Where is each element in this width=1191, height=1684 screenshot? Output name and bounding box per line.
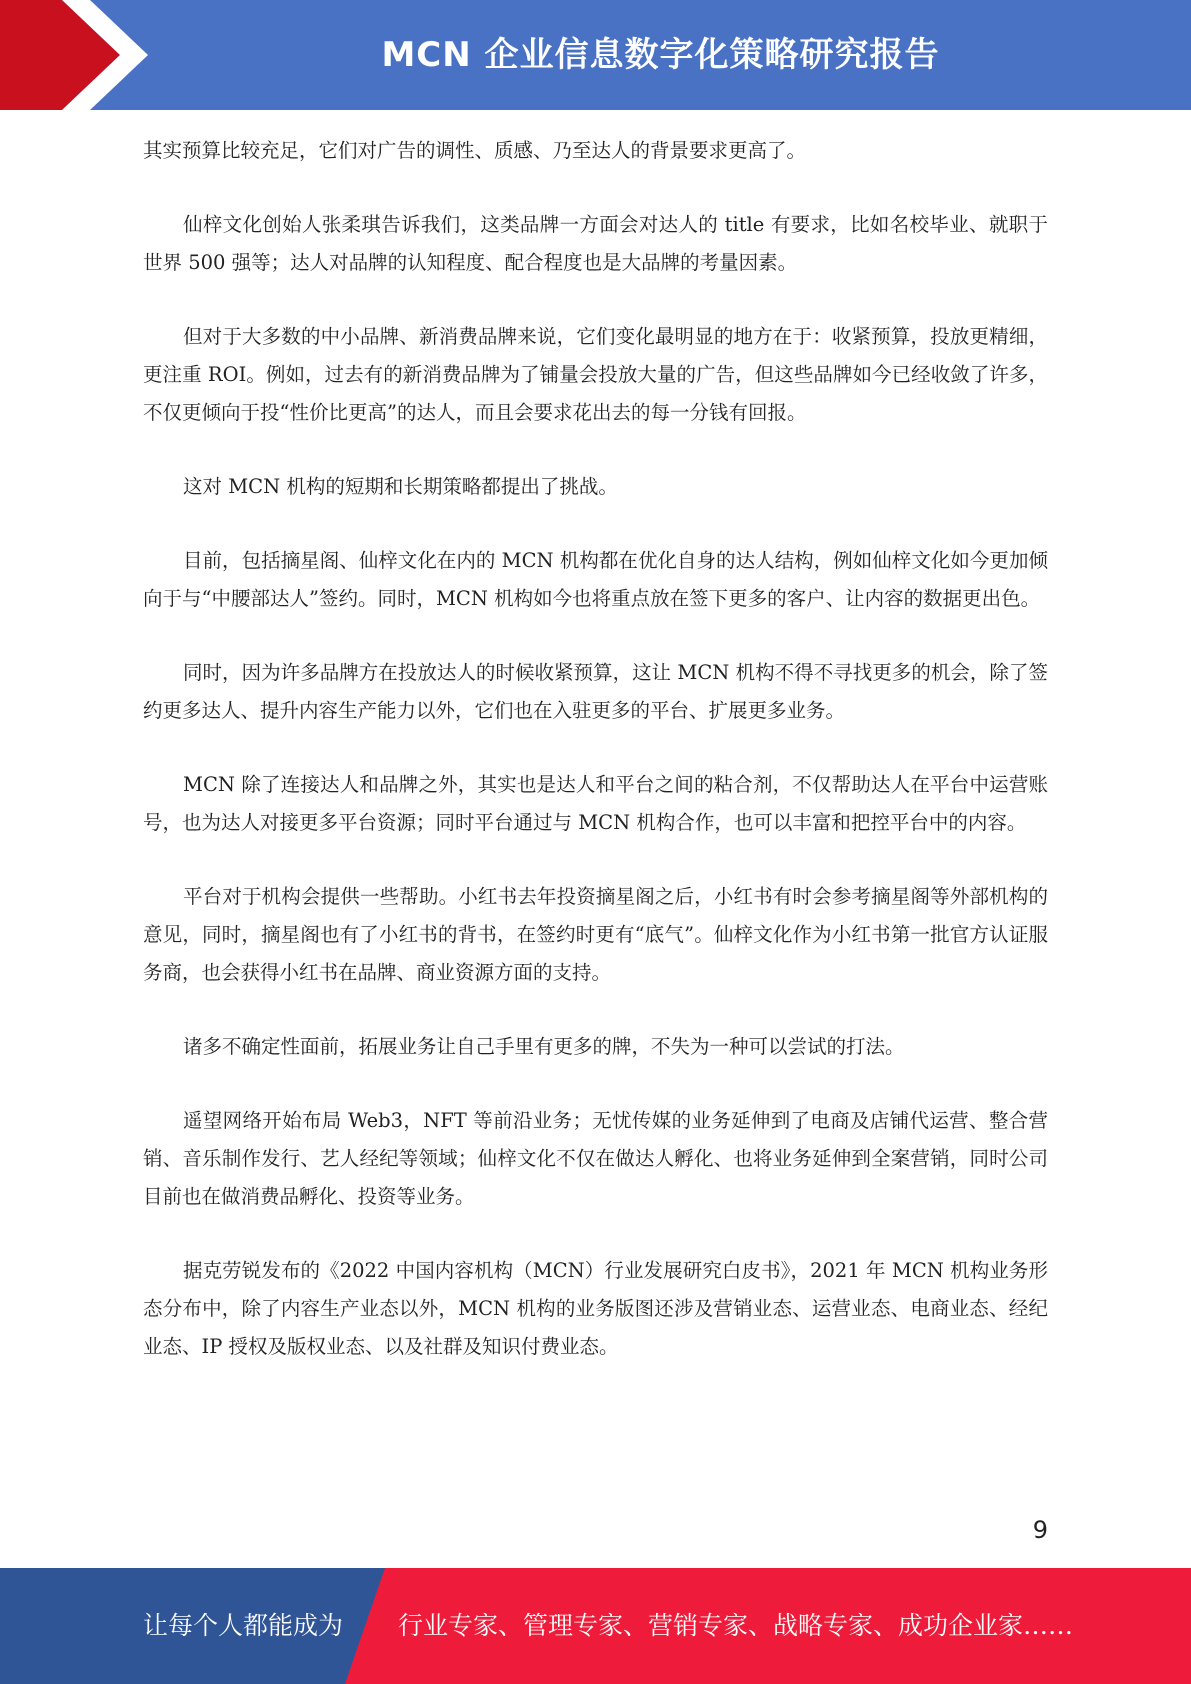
footer-slogan-left: 让每个人都能成为 — [143, 1611, 344, 1640]
paragraph: MCN 除了连接达人和品牌之外，其实也是达人和平台之间的粘合剂，不仅帮助达人在平台中运营账号，也为达人对接更多平台资源；同时平台通过与 MCN 机构合作，也可以丰富和把控平台中的内容。 — [143, 773, 1048, 834]
paragraph: 遥望网络开始布局 Web3，NFT 等前沿业务；无忧传媒的业务延伸到了电商及店铺代运营、整合营销、音乐制作发行、艺人经纪等领域；仙梓文化不仅在做达人孵化、也将业务延伸到全案营销，同时公司目前也在做消费品孵化、投资等业务。 — [143, 1109, 1048, 1208]
paragraph: 同时，因为许多品牌方在投放达人的时候收紧预算，这让 MCN 机构不得不寻找更多的机会，除了签约更多达人、提升内容生产能力以外，它们也在入驻更多的平台、扩展更多业务。 — [143, 661, 1048, 722]
paragraph: 平台对于机构会提供一些帮助。小红书去年投资摘星阁之后，小红书有时会参考摘星阁等外部机构的意见，同时，摘星阁也有了小红书的背书，在签约时更有“底气”。仙梓文化作为小红书第一批官方认证服务商，也会获得小红书在品牌、商业资源方面的支持。 — [143, 885, 1048, 984]
page-footer — [0, 1568, 1191, 1684]
page-title: MCN 企业信息数字化策略研究报告 — [381, 35, 940, 75]
page-number: 9 — [1032, 1516, 1048, 1544]
paragraph: 但对于大多数的中小品牌、新消费品牌来说，它们变化最明显的地方在于：收紧预算，投放更精细，更注重 ROI。例如，过去有的新消费品牌为了铺量会投放大量的广告，但这些品牌如今已经收敛了许多，不仅更倾向于投“性价比更高”的达人，而且会要求花出去的每一分钱有回报。 — [143, 325, 1048, 424]
paragraph: 诸多不确定性面前，拓展业务让自己手里有更多的牌，不失为一种可以尝试的打法。 — [183, 1035, 905, 1058]
paragraph: 据克劳锐发布的《2022 中国内容机构（MCN）行业发展研究白皮书》，2021 年 MCN 机构业务形态分布中，除了内容生产业态以外，MCN 机构的业务版图还涉及营销业态、运营业态、电商业态、经纪业态、IP 授权及版权业态、以及社群及知识付费业态。 — [143, 1259, 1048, 1358]
footer-slogan-right: 行业专家、管理专家、营销专家、战略专家、成功企业家…… — [398, 1611, 1074, 1640]
paragraph: 仙梓文化创始人张柔琪告诉我们，这类品牌一方面会对达人的 title 有要求，比如名校毕业、就职于世界 500 强等；达人对品牌的认知程度、配合程度也是大品牌的考量因素。 — [143, 213, 1048, 274]
paragraph: 目前，包括摘星阁、仙梓文化在内的 MCN 机构都在优化自身的达人结构，例如仙梓文化如今更加倾向于与“中腰部达人”签约。同时，MCN 机构如今也将重点放在签下更多的客户、让内容的数据更出色。 — [143, 549, 1048, 610]
paragraph: 其实预算比较充足，它们对广告的调性、质感、乃至达人的背景要求更高了。 — [143, 139, 807, 162]
document-body — [143, 132, 1048, 1402]
paragraph: 这对 MCN 机构的短期和长期策略都提出了挑战。 — [183, 475, 618, 498]
page-header — [0, 0, 1191, 110]
